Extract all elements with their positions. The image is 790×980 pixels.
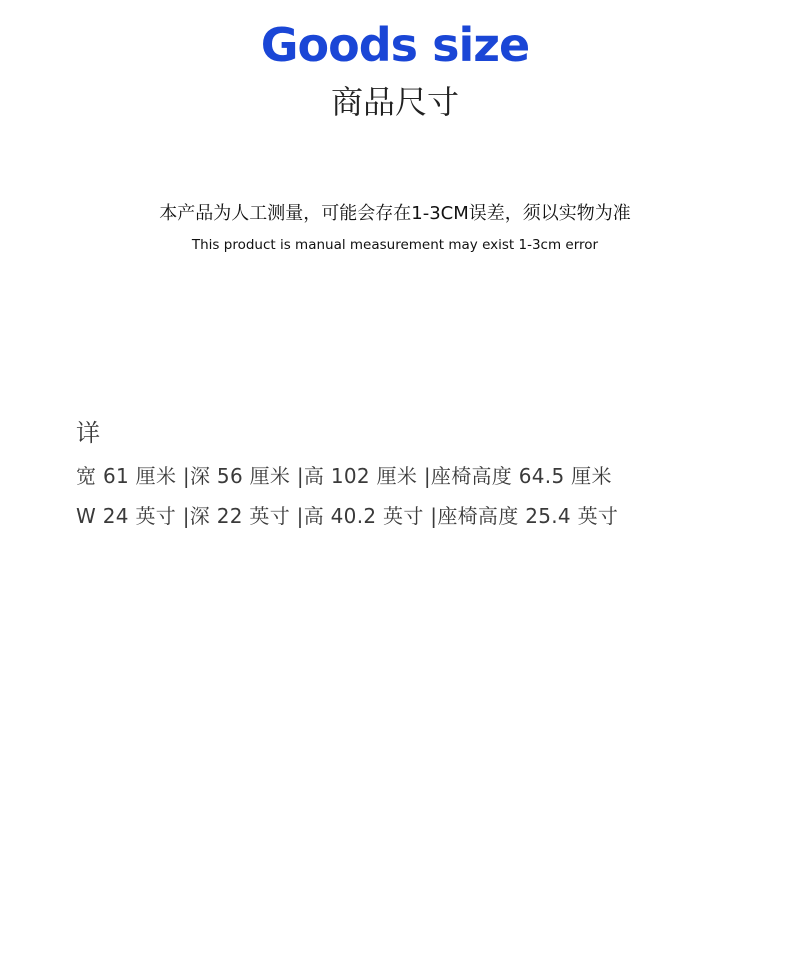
page-title-cn: 商品尺寸 (330, 83, 459, 121)
size-details (76, 416, 618, 542)
page-title-en: Goods size (260, 18, 530, 72)
size-metric-line: 宽 61 厘米 |深 56 厘米 |高 102 厘米 |座椅高度 64.5 厘米 (76, 464, 612, 488)
details-heading: 详 (76, 419, 100, 447)
size-imperial-line: W 24 英寸 |深 22 英寸 |高 40.2 英寸 |座椅高度 25.4 英寸 (76, 504, 619, 528)
measurement-notice-en: This product is manual measurement may exist 1-3cm error (191, 237, 599, 253)
measurement-notice-cn: 本产品为人工测量，可能会存在1-3CM误差，须以实物为准 (159, 203, 631, 224)
